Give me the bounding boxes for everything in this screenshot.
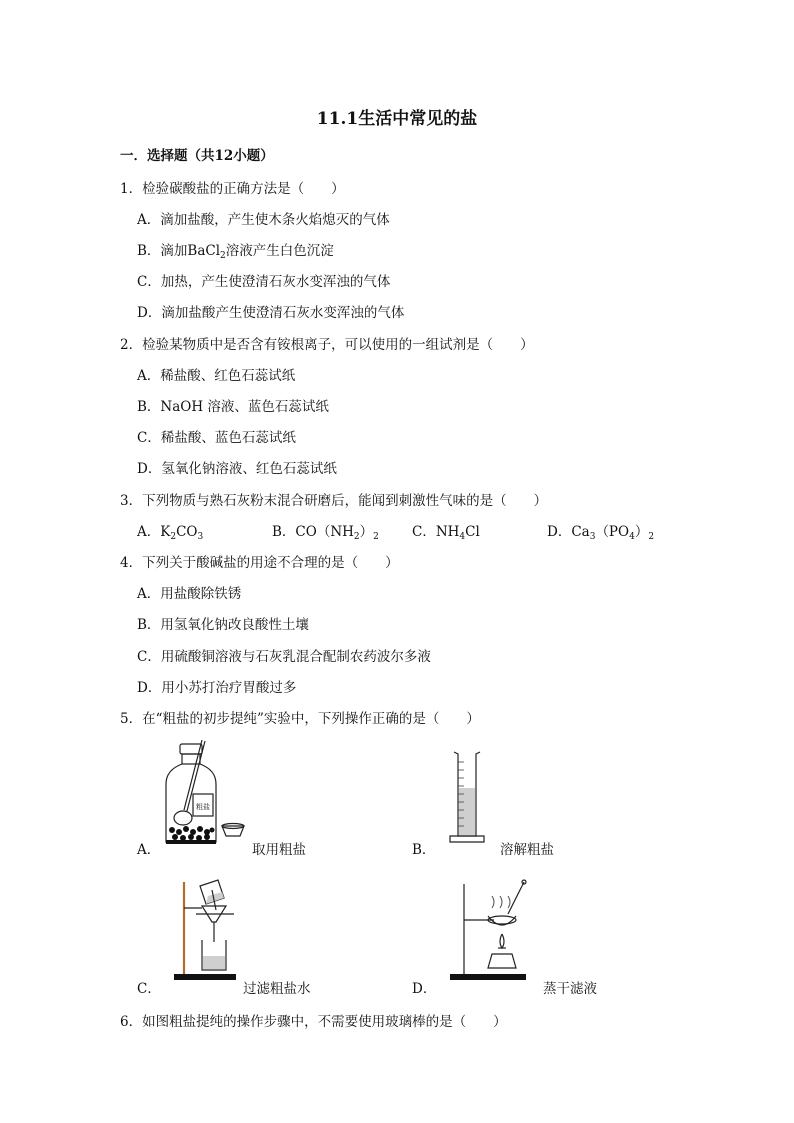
question-4-stem: 4．下列关于酸碱盐的用途不合理的是（ ） [120,555,399,571]
question-2-option-d: D．氢氧化钠溶液、红色石蕊试纸 [137,461,337,477]
salt-jar-spoon-figure [160,740,250,852]
question-2-option-b: B．NaOH 溶液、蓝色石蕊试纸 [137,399,329,415]
question-5-stem: 5．在“粗盐的初步提纯”实验中，下列操作正确的是（ ） [120,711,480,727]
evaporation-setup-figure [442,876,532,984]
question-2-option-c: C．稀盐酸、蓝色石蕊试纸 [137,430,296,446]
question-3-option-b: B．$CO(NH_2)_2$ [272,524,379,542]
question-4-option-b: B．用氢氧化钠改良酸性土壤 [137,617,309,633]
question-2-stem: 2．检验某物质中是否含有铵根离子，可以使用的一组试剂是（ ） [120,337,534,353]
question-3-option-a: A．$K_2CO_3$ [137,524,204,542]
question-5-option-d-letter: D． [412,981,437,997]
question-3-option-c: C．$NH_4Cl$ [412,524,480,542]
graduated-cylinder-figure [446,748,492,848]
question-1-option-d: D．滴加盐酸产生使澄清石灰水变浑浊的气体 [137,305,405,321]
question-5-option-b-letter: B． [412,842,436,858]
question-2-option-a: A．稀盐酸、红色石蕊试纸 [137,368,296,384]
question-1-option-c: C．加热，产生使澄清石灰水变浑浊的气体 [137,274,391,290]
question-5-option-c-letter: C． [137,981,161,997]
page-title: 11.1生活中常见的盐 [316,109,478,129]
question-1-option-b: B．滴加BaCl$_2$溶液产生白色沉淀 [137,243,334,261]
question-5-option-d-caption: 蒸干滤液 [543,981,597,997]
question-5-option-c-caption: 过滤粗盐水 [243,981,311,997]
question-1-option-a: A．滴加盐酸，产生使木条火焰熄灭的气体 [137,212,390,228]
question-4-option-c: C．用硫酸铜溶液与石灰乳混合配制农药波尔多液 [137,649,431,665]
question-3-option-d: D．$Ca_3(PO_4)_2$ [547,524,655,542]
question-5-option-a-letter: A． [137,842,161,858]
question-4-option-d: D．用小苏打治疗胃酸过多 [137,680,297,696]
question-3-stem: 3．下列物质与熟石灰粉末混合研磨后，能闻到刺激性气味的是（ ） [120,493,548,509]
question-6-stem: 6．如图粗盐提纯的操作步骤中，不需要使用玻璃棒的是（ ） [120,1014,507,1030]
question-4-option-a: A．用盐酸除铁锈 [137,586,242,602]
question-5-option-a-caption: 取用粗盐 [252,842,306,858]
filtration-setup-figure [172,878,242,982]
question-5-option-b-caption: 溶解粗盐 [500,842,554,858]
section-heading: 一．选择题（共12小题） [120,148,274,164]
question-1-stem: 1．检验碳酸盐的正确方法是（ ） [120,181,345,197]
jar-label-text: 粗盐 [196,803,210,811]
